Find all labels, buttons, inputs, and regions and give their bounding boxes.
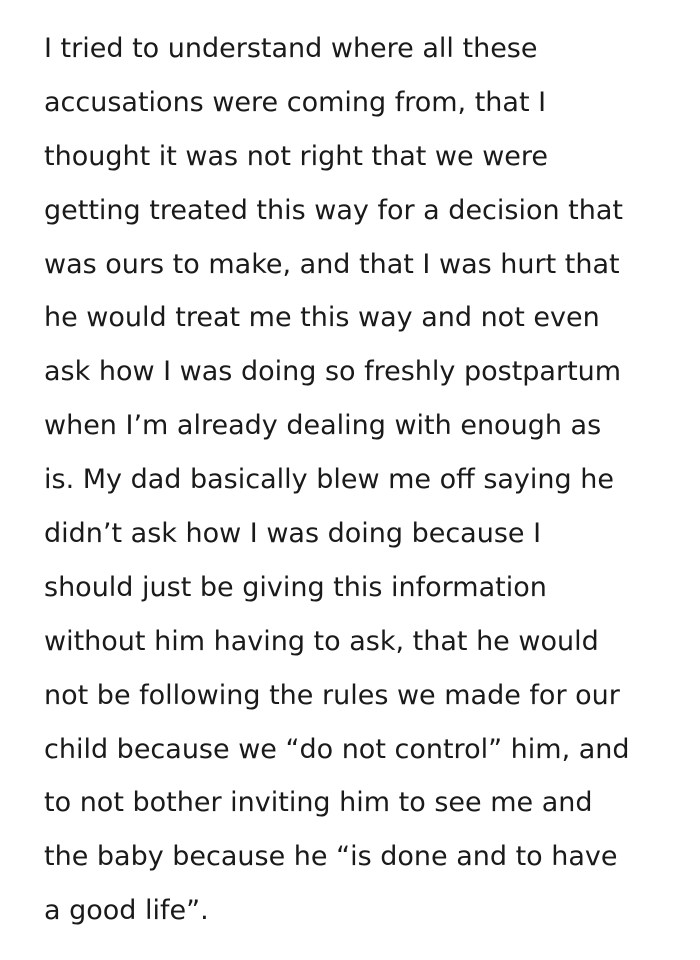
paragraph-line: without him having to ask, that he would <box>44 625 599 657</box>
paragraph-line: should just be giving this information <box>44 571 547 603</box>
paragraph-line: to not bother inviting him to see me and <box>44 787 593 819</box>
paragraph-line: getting treated this way for a decision that <box>44 194 624 226</box>
paragraph-line: he would treat me this way and not even <box>44 302 600 334</box>
paragraph-line: is. My dad basically blew me off saying he <box>44 464 614 496</box>
paragraph-line: child because we “do not control” him, and <box>44 733 630 765</box>
paragraph-line: the baby because he “is done and to have <box>44 841 618 873</box>
paragraph-line: not be following the rules we made for our <box>44 679 620 711</box>
paragraph-line: I tried to understand where all these <box>44 33 538 64</box>
paragraph-line: didn’t ask how I was doing because I <box>44 518 542 550</box>
paragraph-line: accusations were coming from, that I <box>44 86 547 118</box>
paragraph-line: a good life”. <box>44 895 209 927</box>
paragraph-line: ask how I was doing so freshly postpartum <box>44 356 622 388</box>
paragraph-line: when I’m already dealing with enough as <box>44 410 602 442</box>
paragraph-line: thought it was not right that we were <box>44 140 549 172</box>
story-paragraph <box>44 22 684 938</box>
paragraph-line: was ours to make, and that I was hurt that <box>44 248 620 280</box>
